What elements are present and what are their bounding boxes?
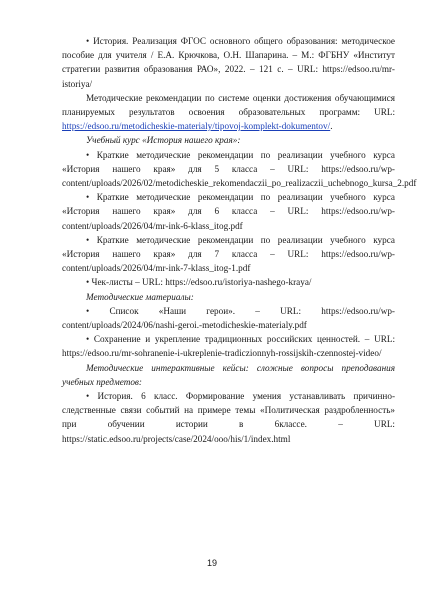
resource-item-assessment-recommendations xyxy=(62,91,395,134)
section-heading-course: Учебный курс «История нашего края»: xyxy=(86,135,241,146)
page-content xyxy=(62,34,417,446)
resource-item-checklists: • Чек-листы – URL: https://edsoo.ru/istoriya-nashego-kraya/ xyxy=(86,277,312,288)
resource-item-history-fgos: • История. Реализация ФГОС основного общего образования: методическое пособие для учителя / Е.А. Крючкова, О.Н. Шапарина. – М.: ФГБНУ «Институт стратегии развития образования РАО», 2022. – 121 с. – URL: https://edsoo.ru/mr-istoriya/ xyxy=(62,36,395,89)
punctuation: . xyxy=(330,121,333,132)
resource-item-traditional-values: • Сохранение и укрепление традиционных российских ценностей. – URL: https://edsoo.ru/mr-sohranenie-i-ukreplenie-tradiczionnyh-rossijskih-czennostej-video/ xyxy=(62,334,395,359)
page-number: 19 xyxy=(206,558,217,568)
resource-item-history-case: • История. 6 класс. Формирование умения устанавливать причинно-следственные связи событий на примере темы «Политическая раздробленность» при обучении истории в 6классе. – URL: https://static.edsoo.ru/projects/case/2024/ooo/his/1/index.html xyxy=(62,391,395,444)
resource-item-grade-5: • Краткие методические рекомендации по реализации учебного курса «История нашего края» для 5 класса – URL: https://edsoo.ru/wp-content/uploads/2026/02/metodicheskie_rekomendaczii_po_realizaczii_uchebnogo_kursa_2.pdf xyxy=(62,149,417,189)
resource-item-heroes-list: • Список «Наши герои». – URL: https://edsoo.ru/wp-content/uploads/2024/06/nashi-geroi.-metodicheskie-materialy.pdf xyxy=(62,305,395,331)
resource-item-grade-7: • Краткие методические рекомендации по реализации учебного курса «История нашего края» для 7 класса – URL: https://edsoo.ru/wp-content/uploads/2026/04/mr-ink-7-klass_itog-1.pdf xyxy=(62,234,395,274)
section-heading-materials: Методические материалы: xyxy=(86,291,194,302)
resource-link-typical-documents[interactable]: https://edsoo.ru/metodicheskie-materialy/tipovoj-komplekt-dokumentov/ xyxy=(62,121,331,132)
section-heading-interactive-cases: Методические интерактивные кейсы: сложные вопросы преподавания учебных предметов: xyxy=(62,362,395,387)
resource-text: Методические рекомендации по системе оценки достижения обучающимися планируемых результатов освоения образовательных программ: URL: xyxy=(62,92,395,118)
resource-item-grade-6: • Краткие методические рекомендации по реализации учебного курса «История нашего края» для 6 класса – URL: https://edsoo.ru/wp-content/uploads/2026/04/mr-ink-6-klass_itog.pdf xyxy=(62,192,395,231)
